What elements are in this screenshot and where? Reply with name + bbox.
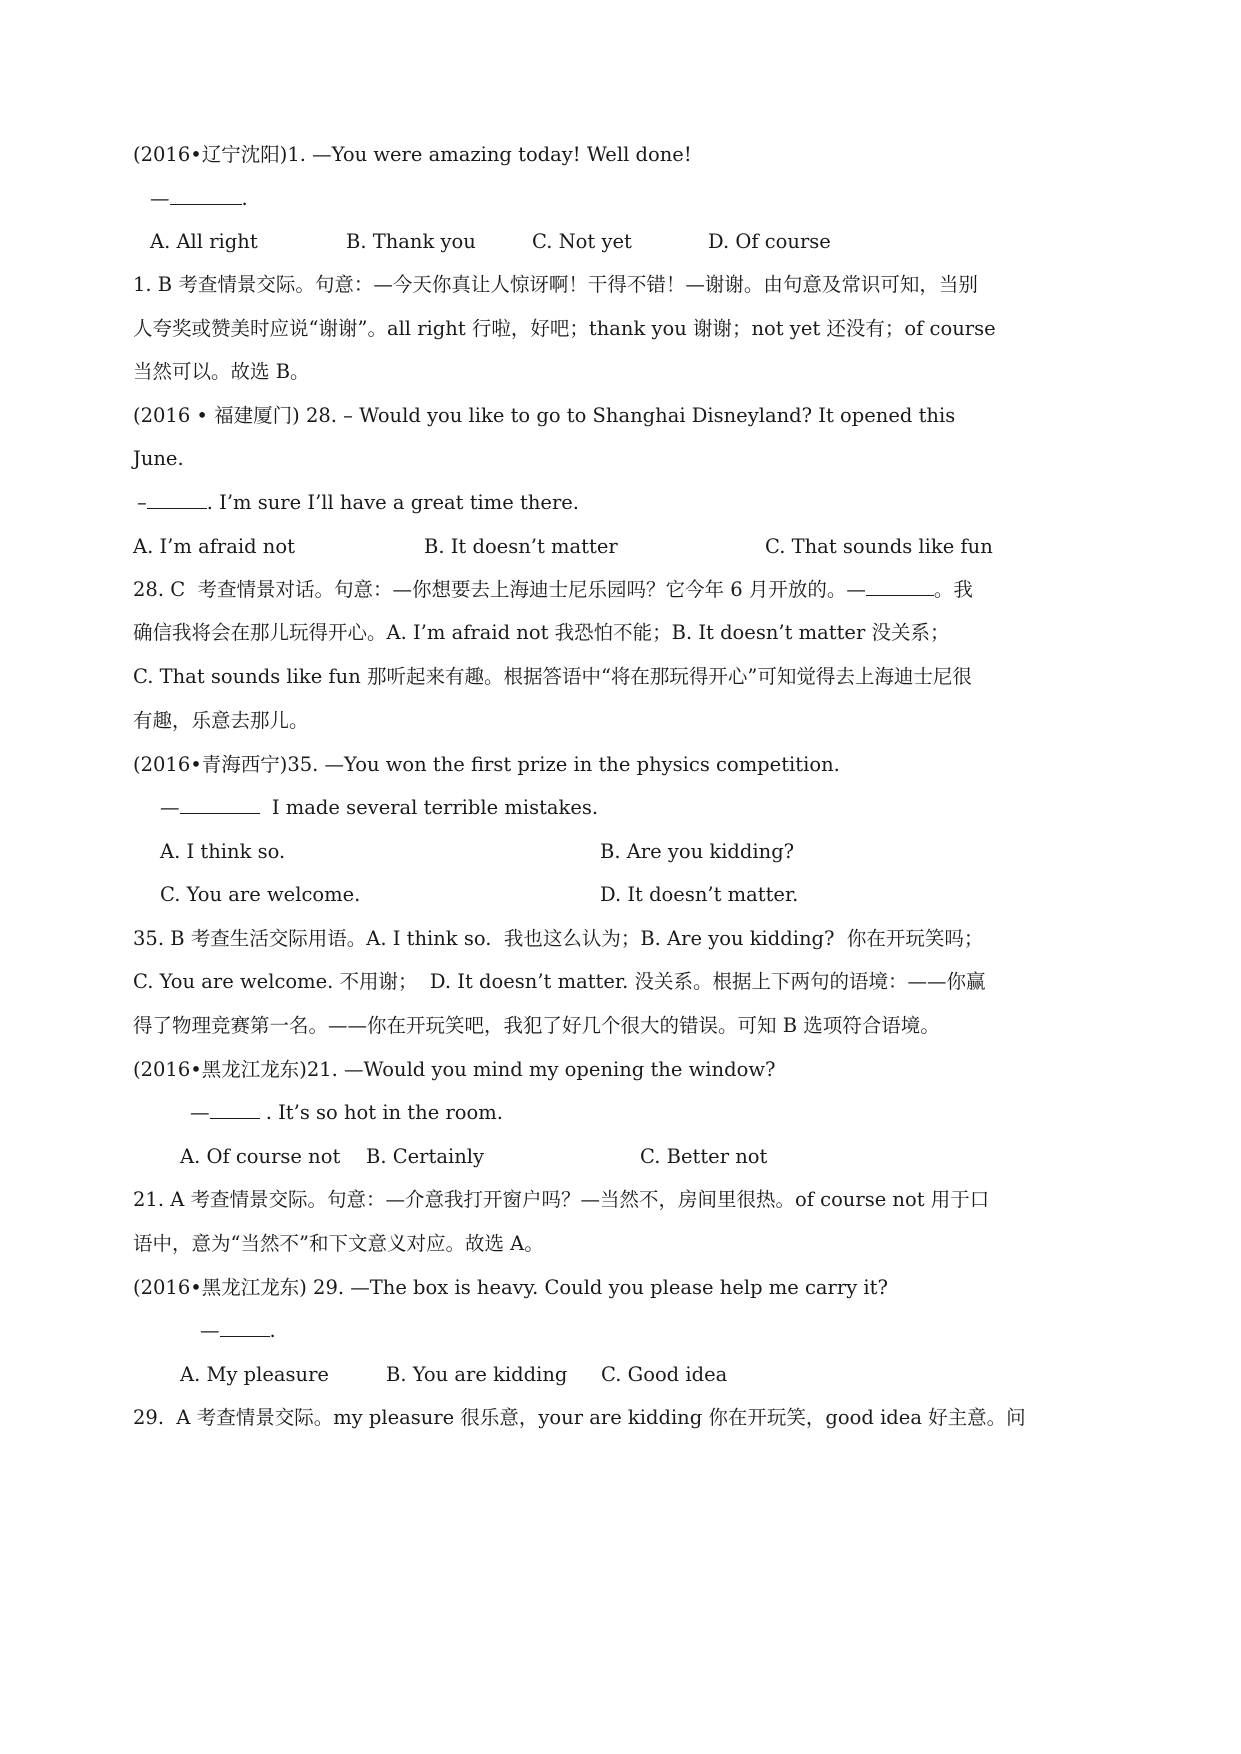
q29-explanation-line1: 29. A 考查情景交际。my pleasure 很乐意，your are kidding 你在开玩笑，good idea 好主意。问 xyxy=(133,1406,1026,1429)
q35-stem: (2016•青海西宁)35. —You won the first prize in the physics competition. xyxy=(133,753,840,776)
q29-reply xyxy=(200,1318,276,1344)
q35-explanation-line3: 得了物理竞赛第一名。——你在开玩笑吧，我犯了好几个很大的错误。可知 B 选项符合语境。 xyxy=(133,1014,940,1037)
q35-explanation-line2: C. You are welcome. 不用谢； D. It doesn’t matter. 没关系。根据上下两句的语境：——你赢 xyxy=(133,970,986,993)
q1-option-d: D. Of course xyxy=(708,230,831,253)
q29-answer-blank xyxy=(220,1318,270,1337)
q28-reply-dash: – xyxy=(137,491,147,514)
q28-stem-line2: June. xyxy=(133,447,184,470)
q35-answer-blank xyxy=(180,795,260,814)
q35-reply-dash: — xyxy=(160,796,180,819)
q29-reply-end: . xyxy=(269,1319,276,1342)
q21-explanation-line1: 21. A 考查情景交际。句意：—介意我打开窗户吗？—当然不，房间里很热。of course not 用于口 xyxy=(133,1188,990,1211)
q28-stem-line1: (2016 • 福建厦门) 28. – Would you like to go to Shanghai Disneyland? It opened this xyxy=(133,404,956,427)
q28-explanation-line3: C. That sounds like fun 那听起来有趣。根据答语中“将在那玩得开心”可知觉得去上海迪士尼很 xyxy=(133,665,972,688)
q21-option-b: B. Certainly xyxy=(366,1145,485,1168)
q1-reply xyxy=(150,186,248,212)
q21-explanation-line2: 语中，意为“当然不”和下文意义对应。故选 A。 xyxy=(133,1232,544,1255)
q21-option-a: A. Of course not xyxy=(180,1145,341,1168)
q28-reply-end: . I’m sure I’ll have a great time there. xyxy=(206,491,580,514)
q35-option-c: C. You are welcome. xyxy=(160,883,361,906)
q21-stem: (2016•黑龙江龙东)21. —Would you mind my opening the window? xyxy=(133,1058,776,1081)
q1-explanation-line3: 当然可以。故选 B。 xyxy=(133,360,310,383)
q29-option-b: B. You are kidding xyxy=(386,1363,568,1386)
q1-option-a: A. All right xyxy=(150,230,258,253)
q28-explanation-line1 xyxy=(133,577,973,603)
q28-option-a: A. I’m afraid not xyxy=(133,535,295,558)
q1-answer-blank xyxy=(170,186,242,205)
q35-reply xyxy=(160,795,598,821)
q35-reply-end: I made several terrible mistakes. xyxy=(259,796,599,819)
q28-option-c: C. That sounds like fun xyxy=(765,535,993,558)
q28-explanation-line1-end: 。我 xyxy=(933,578,973,601)
q29-stem: (2016•黑龙江龙东) 29. —The box is heavy. Could you please help me carry it? xyxy=(133,1276,888,1299)
q35-option-a: A. I think so. xyxy=(160,840,286,863)
q21-answer-blank xyxy=(210,1100,260,1119)
q1-reply-end: . xyxy=(241,187,248,210)
q1-explanation-line1: 1. B 考查情景交际。句意：—今天你真让人惊讶啊！干得不错！—谢谢。由句意及常识可知，当别 xyxy=(133,273,978,296)
q21-option-c: C. Better not xyxy=(640,1145,768,1168)
q35-option-d: D. It doesn’t matter. xyxy=(600,883,799,906)
q29-option-c: C. Good idea xyxy=(601,1363,728,1386)
q21-reply xyxy=(190,1100,503,1126)
q28-answer-blank xyxy=(147,490,207,509)
q21-reply-end: . It’s so hot in the room. xyxy=(259,1101,503,1124)
q29-reply-dash: — xyxy=(200,1319,220,1342)
q28-explanation-line2: 确信我将会在那儿玩得开心。A. I’m afraid not 我恐怕不能；B. It doesn’t matter 没关系； xyxy=(133,621,950,644)
q29-option-a: A. My pleasure xyxy=(180,1363,329,1386)
q28-explanation-line1-start: 28. C 考查情景对话。句意：—你想要去上海迪士尼乐园吗？它今年 6 月开放的。— xyxy=(133,578,866,601)
q28-explanation-line4: 有趣，乐意去那儿。 xyxy=(133,709,309,732)
q28-explanation-blank xyxy=(866,577,934,596)
q1-explanation-line2: 人夸奖或赞美时应说“谢谢”。all right 行啦，好吧；thank you 谢谢；not yet 还没有；of course xyxy=(133,317,996,340)
q28-reply xyxy=(137,490,579,516)
q1-stem: (2016•辽宁沈阳)1. —You were amazing today! Well done! xyxy=(133,143,692,166)
q35-option-b: B. Are you kidding? xyxy=(600,840,795,863)
q21-reply-dash: — xyxy=(190,1101,210,1124)
q28-option-b: B. It doesn’t matter xyxy=(424,535,618,558)
q1-reply-dash: — xyxy=(150,187,170,210)
q1-option-c: C. Not yet xyxy=(532,230,632,253)
q35-explanation-line1: 35. B 考查生活交际用语。A. I think so. 我也这么认为；B. Are you kidding? 你在开玩笑吗； xyxy=(133,927,984,950)
q1-option-b: B. Thank you xyxy=(346,230,476,253)
